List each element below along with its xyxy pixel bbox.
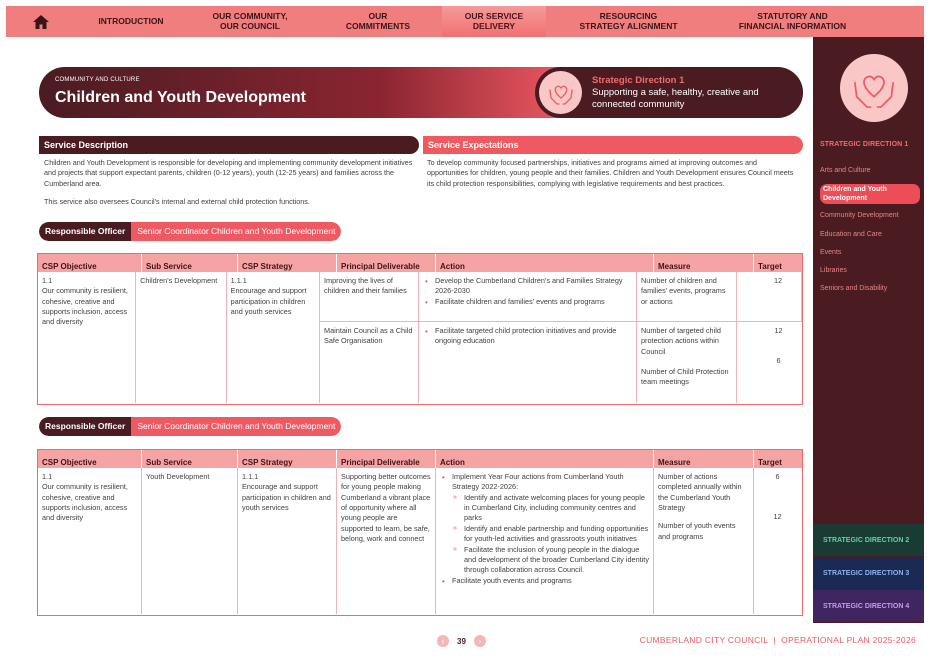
service-description-text: Children and Youth Development is responsible for developing and implementing community development initiatives and projects that support expectant parents, children (0-12 years), youth (12-25 years) and families across the Cumberland area. — [44, 158, 413, 188]
col-action: Action — [436, 450, 654, 468]
col-action: Action — [436, 254, 654, 272]
col-principal-deliverable: Principal Deliverable — [337, 254, 436, 272]
csp-code: 1.1 — [42, 472, 53, 481]
target-value: 6 — [776, 356, 781, 366]
target-cell — [755, 322, 802, 403]
heart-hands-icon — [539, 71, 582, 114]
top-navigation — [6, 6, 924, 37]
target-value: 12 — [774, 326, 783, 335]
deliverable-group — [320, 272, 755, 403]
col-measure: Measure — [654, 450, 754, 468]
csp-strategy-cell — [227, 272, 320, 403]
nav-our-service-delivery[interactable]: OUR SERVICE DELIVERY — [442, 6, 546, 37]
strategic-direction-4-link[interactable]: STRATEGIC DIRECTION 4 — [813, 590, 924, 622]
service-description-text-2: This service also oversees Council's internal and external child protection functions. — [44, 197, 310, 206]
service-table-1 — [37, 253, 803, 405]
strategy-code: 1.1.1 — [230, 276, 247, 285]
strategic-direction-box — [535, 67, 803, 118]
responsible-officer-label: Responsible Officer — [39, 222, 131, 241]
nav-introduction[interactable]: INTRODUCTION — [98, 15, 164, 26]
sidebar-heading: STRATEGIC DIRECTION 1 — [820, 141, 909, 148]
responsible-officer-2 — [39, 417, 341, 436]
sidebar-item-libraries[interactable]: Libraries — [820, 267, 847, 275]
strategic-direction-text: Supporting a safe, healthy, creative and connected community — [592, 87, 759, 111]
csp-objective-cell — [38, 468, 142, 614]
csp-text: Our community is resilient, cohesive, creative and supports inclusion, access and diversity — [42, 286, 128, 327]
action-item: • Facilitate youth events and programs — [440, 576, 649, 586]
sidebar-item-events[interactable]: Events — [820, 248, 842, 256]
action-text: Implement Year Four actions from Cumberland Youth Strategy 2022-2026: — [452, 472, 624, 492]
sidebar-item-education-and-care[interactable]: Education and Care — [820, 230, 882, 238]
sidebar-item-arts-and-culture[interactable]: Arts and Culture — [820, 167, 871, 174]
sidebar-item-community-development[interactable]: Community Development — [820, 212, 899, 220]
deliverable-cell: Supporting better outcomes for young people making Cumberland a vibrant place of opportunity where all young people are supported to learn, be safe, belong, work and connect — [337, 468, 436, 614]
measure-cell — [654, 468, 754, 614]
target-value: 6 — [775, 472, 780, 481]
strategy-text: Encourage and support participation in children and youth services — [242, 482, 331, 513]
publication-title: CUMBERLAND CITY COUNCIL | OPERATIONAL PLAN 2025-2026 — [639, 635, 916, 645]
measure-cell: Number of children and families' events, programs or actions — [637, 272, 737, 321]
col-csp-strategy: CSP Strategy — [238, 254, 337, 272]
csp-text: Our community is resilient, cohesive, creative and supports inclusion, access and diversity — [42, 482, 128, 523]
nav-resourcing-strategy[interactable]: RESOURCING STRATEGY ALIGNMENT — [579, 10, 678, 31]
sidebar-item-label: Children and Youth Development — [820, 184, 920, 204]
csp-code: 1.1 — [42, 276, 53, 285]
page-title: Children and Youth Development — [55, 89, 306, 106]
col-csp-objective: CSP Objective — [38, 450, 142, 468]
strategy-code: 1.1.1 — [242, 472, 259, 481]
strategic-direction-3-link[interactable]: STRATEGIC DIRECTION 3 — [813, 557, 924, 589]
col-principal-deliverable: Principal Deliverable — [337, 450, 436, 468]
service-expectations-heading: Service Expectations — [423, 136, 803, 154]
col-csp-strategy: CSP Strategy — [238, 450, 337, 468]
sub-action-item: » Identify and enable partnership and funding opportunities for youth-led activities and grassroots youth initiatives — [452, 524, 649, 545]
sub-service-cell: Children's Development — [136, 272, 227, 403]
table-subrow — [320, 272, 755, 322]
responsible-officer-name: Senior Coordinator Children and Youth Development — [131, 222, 341, 241]
measure-text: Number of youth events and programs — [658, 521, 736, 541]
col-target: Target — [758, 262, 782, 271]
sidebar-item-children-and-youth[interactable] — [820, 184, 920, 211]
csp-strategy-cell — [238, 468, 337, 614]
measure-cell — [637, 322, 737, 403]
home-button[interactable] — [6, 6, 76, 37]
sidebar-item-seniors-and-disability[interactable]: Seniors and Disability — [820, 285, 888, 293]
nav-our-community[interactable]: OUR COMMUNITY, OUR COUNCIL — [212, 10, 288, 31]
col-measure: Measure — [654, 254, 754, 272]
strategy-text: Encourage and support participation in children and youth services — [230, 286, 307, 317]
action-item: • Facilitate targeted child protection initiatives and provide ongoing education — [423, 326, 632, 347]
action-cell — [419, 272, 637, 321]
col-target: Target — [758, 458, 782, 467]
responsible-officer-name: Senior Coordinator Children and Youth Development — [131, 417, 341, 436]
table-header-row — [38, 450, 802, 468]
csp-objective-cell — [38, 272, 136, 403]
responsible-officer-1 — [39, 222, 341, 241]
responsible-officer-label: Responsible Officer — [39, 417, 131, 436]
pagination — [437, 635, 486, 647]
home-icon — [32, 14, 50, 30]
measure-text: Number of Child Protection team meetings — [641, 367, 729, 387]
sub-action-item: » Identify and activate welcoming places for young people in Cumberland City, including community centres and parks — [452, 493, 649, 524]
heart-hands-icon — [840, 54, 908, 122]
nav-statutory-financial[interactable]: STATUTORY AND FINANCIAL INFORMATION — [738, 10, 847, 31]
sub-action-item: » Facilitate the inclusion of young people in the dialogue and development of the broader Cumberland City identity through collaboration across Council. — [452, 545, 649, 576]
service-table-2 — [37, 449, 803, 616]
table-header-row — [38, 254, 802, 272]
action-cell — [419, 322, 637, 403]
action-item: • Facilitate children and families' events and programs — [423, 297, 632, 307]
target-value: 12 — [773, 512, 782, 522]
page-number: 39 — [457, 636, 466, 646]
chevron-right-icon[interactable]: › — [474, 635, 486, 647]
measure-text: Number of targeted child protection actions within Council — [641, 326, 721, 356]
table-subrow — [320, 322, 755, 403]
target-cell — [754, 468, 801, 614]
action-item — [440, 472, 649, 576]
strategic-direction-label: Strategic Direction 1 — [592, 75, 685, 86]
col-sub-service: Sub Service — [142, 254, 238, 272]
service-category: COMMUNITY AND CULTURE — [55, 77, 140, 83]
deliverable-cell: Maintain Council as a Child Safe Organisation — [320, 322, 419, 403]
table-row — [38, 272, 802, 403]
col-csp-objective: CSP Objective — [38, 254, 142, 272]
action-item: • Develop the Cumberland Children's and Families Strategy 2026-2030 — [423, 276, 632, 297]
nav-our-commitments[interactable]: OUR COMMITMENTS — [345, 10, 411, 31]
table-row — [38, 468, 802, 614]
chevron-left-icon[interactable]: ‹ — [437, 635, 449, 647]
service-description-heading: Service Description — [39, 136, 419, 154]
target-group — [755, 272, 802, 403]
sub-service-cell: Youth Development — [142, 468, 238, 614]
action-cell — [436, 468, 654, 614]
strategic-direction-2-link[interactable]: STRATEGIC DIRECTION 2 — [813, 524, 924, 556]
target-cell: 12 — [755, 272, 802, 322]
sidebar-list — [820, 166, 920, 303]
service-expectations-text: To develop community focused partnerships, initiatives and programs aimed at improving outcomes and opportunities for children, young people and their families. Children and Youth Development ensures Council meets its child protection responsibilities, complying with legislative requirements and best practices. — [427, 158, 794, 188]
service-banner — [39, 67, 803, 118]
deliverable-cell: Improving the lives of children and their families — [320, 272, 419, 321]
measure-text: Number of actions completed annually within the Cumberland Youth Strategy — [658, 472, 742, 513]
col-sub-service: Sub Service — [142, 450, 238, 468]
